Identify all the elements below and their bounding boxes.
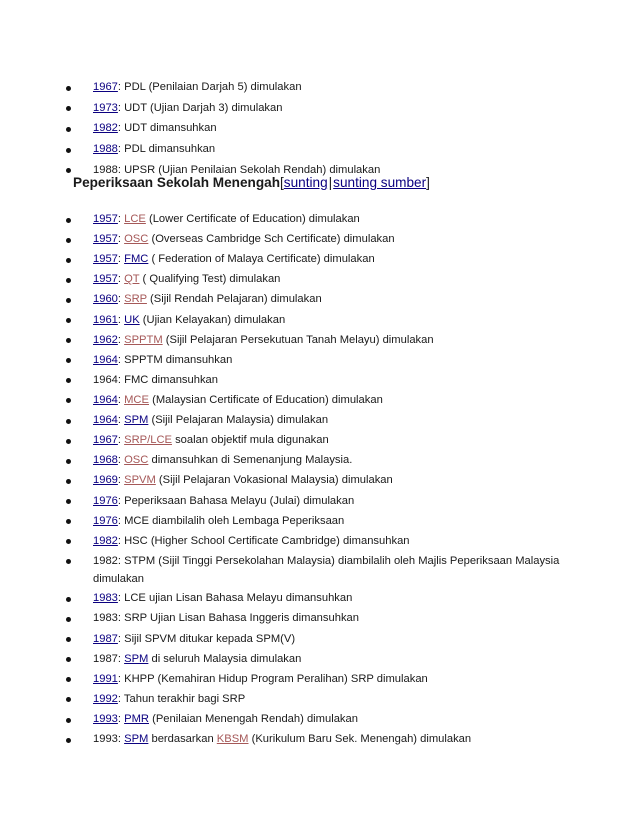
item-separator: :	[117, 233, 125, 246]
list-item	[0, 119, 638, 139]
secondary-exam-list	[0, 210, 638, 750]
item-text: (Sijil Rendah Pelajaran) dimulakan	[146, 293, 322, 306]
item-text: dimansuhkan di Semenanjung Malaysia.	[148, 454, 353, 467]
year-link[interactable]: 1982	[93, 122, 118, 135]
year-link[interactable]: 1957	[93, 273, 118, 286]
list-item	[0, 492, 638, 512]
list-item	[0, 78, 638, 98]
year-link[interactable]: 1982	[93, 534, 118, 547]
exam-acronym-link[interactable]: UK	[124, 313, 140, 326]
item-text: (Malaysian Certificate of Education) dimulakan	[148, 393, 383, 406]
year-link[interactable]: 1957	[93, 253, 118, 266]
year-link[interactable]: 1987	[93, 632, 118, 645]
item-text: (Sijil Pelajaran Persekutuan Tanah Melayu) dimulakan	[162, 333, 434, 346]
year-link[interactable]: 1957	[93, 213, 118, 225]
exam-acronym-link[interactable]: SPM	[124, 652, 149, 665]
item-separator: :	[117, 293, 125, 306]
year-link[interactable]: 1964	[93, 353, 118, 366]
curriculum-acronym-link[interactable]: KBSM	[216, 733, 249, 746]
list-item	[0, 609, 638, 629]
item-separator: :	[117, 434, 125, 447]
exam-acronym-link[interactable]: SPPTM	[124, 333, 163, 346]
year-link[interactable]: 1967	[93, 434, 118, 447]
list-item	[0, 230, 638, 250]
exam-acronym-link[interactable]: SRP	[124, 293, 147, 306]
item-text: (Sijil Pelajaran Malaysia) dimulakan	[148, 414, 329, 427]
item-text: ( Qualifying Test) dimulakan	[139, 273, 281, 286]
item-separator: :	[117, 454, 125, 467]
section-heading	[73, 174, 430, 192]
year-link[interactable]: 1957	[93, 233, 118, 246]
heading-bracket-open: [	[280, 175, 284, 190]
list-item	[0, 311, 638, 331]
year-link[interactable]: 1968	[93, 454, 118, 467]
exam-acronym-link[interactable]: PMR	[124, 713, 149, 726]
list-item	[0, 411, 638, 431]
list-item	[0, 650, 638, 670]
item-text: 1988: UPSR (Ujian Penilaian Sekolah Rendah) dimulakan	[93, 163, 381, 176]
item-separator: :	[117, 474, 125, 487]
item-text: di seluruh Malaysia dimulakan	[148, 652, 302, 665]
year-link[interactable]: 1964	[93, 414, 118, 427]
item-separator: :	[117, 333, 125, 346]
exam-acronym-link[interactable]: OSC	[124, 454, 149, 467]
item-text: ( Federation of Malaya Certificate) dimulakan	[148, 253, 375, 266]
list-item	[0, 451, 638, 471]
item-separator: :	[117, 414, 125, 427]
exam-acronym-link[interactable]: SRP/LCE	[124, 434, 172, 447]
list-item	[0, 250, 638, 270]
list-item	[0, 630, 638, 650]
item-separator: :	[117, 273, 125, 286]
item-text: : HSC (Higher School Certificate Cambridge) dimansuhkan	[117, 534, 410, 547]
item-separator: :	[117, 713, 125, 726]
year-link[interactable]: 1960	[93, 293, 118, 306]
item-text: 1983: SRP Ujian Lisan Bahasa Inggeris dimansuhkan	[93, 612, 359, 625]
item-text: : LCE ujian Lisan Bahasa Melayu dimansuhkan	[117, 592, 353, 605]
list-item	[0, 690, 638, 710]
year-link[interactable]: 1991	[93, 672, 118, 685]
year-link[interactable]: 1993	[93, 713, 118, 726]
item-text: (Ujian Kelayakan) dimulakan	[139, 313, 286, 326]
list-item	[0, 270, 638, 290]
exam-acronym-link[interactable]: SPVM	[124, 474, 156, 487]
item-text: 1964: FMC dimansuhkan	[93, 373, 218, 386]
item-lead-text: 1987:	[93, 652, 125, 665]
list-item	[0, 290, 638, 310]
item-text: : UDT dimansuhkan	[117, 122, 217, 135]
item-text: (Sijil Pelajaran Vokasional Malaysia) dimulakan	[155, 474, 393, 487]
exam-acronym-link[interactable]: FMC	[124, 253, 149, 266]
item-text: : SPPTM dimansuhkan	[117, 353, 233, 366]
year-link[interactable]: 1976	[93, 494, 118, 507]
item-separator: :	[117, 313, 125, 326]
list-item	[0, 512, 638, 532]
heading-separator: |	[328, 175, 333, 190]
exam-acronym-link[interactable]: SPM	[124, 733, 149, 746]
item-separator: :	[117, 213, 125, 225]
item-text: (Kurikulum Baru Sek. Menengah) dimulakan	[248, 733, 472, 746]
item-separator: :	[117, 253, 125, 266]
item-text: : KHPP (Kemahiran Hidup Program Peralihan) SRP dimulakan	[117, 672, 428, 685]
year-link[interactable]: 1969	[93, 474, 118, 487]
year-link[interactable]: 1967	[93, 81, 118, 93]
item-text: berdasarkan	[148, 733, 217, 746]
exam-acronym-link[interactable]: MCE	[124, 393, 149, 406]
primary-exam-list	[0, 78, 638, 181]
list-item	[0, 351, 638, 371]
item-text: : MCE diambilalih oleh Lembaga Peperiksaan	[117, 514, 345, 527]
item-text: : Peperiksaan Bahasa Melayu (Julai) dimulakan	[117, 494, 355, 507]
exam-acronym-link[interactable]: QT	[124, 273, 140, 286]
item-text: : UDT (Ujian Darjah 3) dimulakan	[117, 101, 283, 114]
item-text: (Overseas Cambridge Sch Certificate) dimulakan	[148, 233, 395, 246]
list-item	[0, 730, 638, 750]
item-text: (Penilaian Menengah Rendah) dimulakan	[148, 713, 358, 726]
list-item	[0, 99, 638, 119]
item-text: : PDL (Penilaian Darjah 5) dimulakan	[117, 81, 302, 93]
exam-acronym-link[interactable]: OSC	[124, 233, 149, 246]
list-item	[0, 371, 638, 391]
list-item	[0, 391, 638, 411]
item-lead-text: 1993:	[93, 733, 125, 746]
item-text: : Sijil SPVM ditukar kepada SPM(V)	[117, 632, 296, 645]
year-link[interactable]: 1988	[93, 143, 118, 156]
list-item	[0, 589, 638, 609]
year-link[interactable]: 1976	[93, 514, 118, 527]
list-item	[0, 710, 638, 730]
list-item	[0, 532, 638, 552]
list-item	[0, 670, 638, 690]
year-link[interactable]: 1964	[93, 393, 118, 406]
list-item	[0, 431, 638, 451]
exam-acronym-link[interactable]: SPM	[124, 414, 149, 427]
year-link[interactable]: 1983	[93, 592, 118, 605]
edit-link[interactable]: sunting	[283, 175, 328, 190]
item-text: : Tahun terakhir bagi SRP	[117, 692, 246, 705]
item-separator: :	[117, 393, 125, 406]
heading-title: Peperiksaan Sekolah Menengah	[73, 175, 281, 190]
exam-acronym-link[interactable]: LCE	[124, 213, 146, 225]
list-item	[0, 471, 638, 491]
item-text: : PDL dimansuhkan	[117, 143, 216, 156]
list-item	[0, 140, 638, 160]
year-link[interactable]: 1961	[93, 313, 118, 326]
item-text: 1982: STPM (Sijil Tinggi Persekolahan Malaysia) diambilalih oleh Majlis Peperiksaan Malaysia dimulakan	[93, 554, 560, 586]
list-item	[0, 331, 638, 351]
item-text: (Lower Certificate of Education) dimulakan	[145, 213, 360, 225]
heading-bracket-close: ]	[426, 175, 430, 190]
year-link[interactable]: 1992	[93, 692, 118, 705]
item-text: soalan objektif mula digunakan	[171, 434, 329, 447]
edit-source-link[interactable]: sunting sumber	[333, 175, 427, 190]
year-link[interactable]: 1962	[93, 333, 118, 346]
list-item	[0, 552, 638, 589]
list-item	[0, 210, 638, 230]
year-link[interactable]: 1973	[93, 101, 118, 114]
